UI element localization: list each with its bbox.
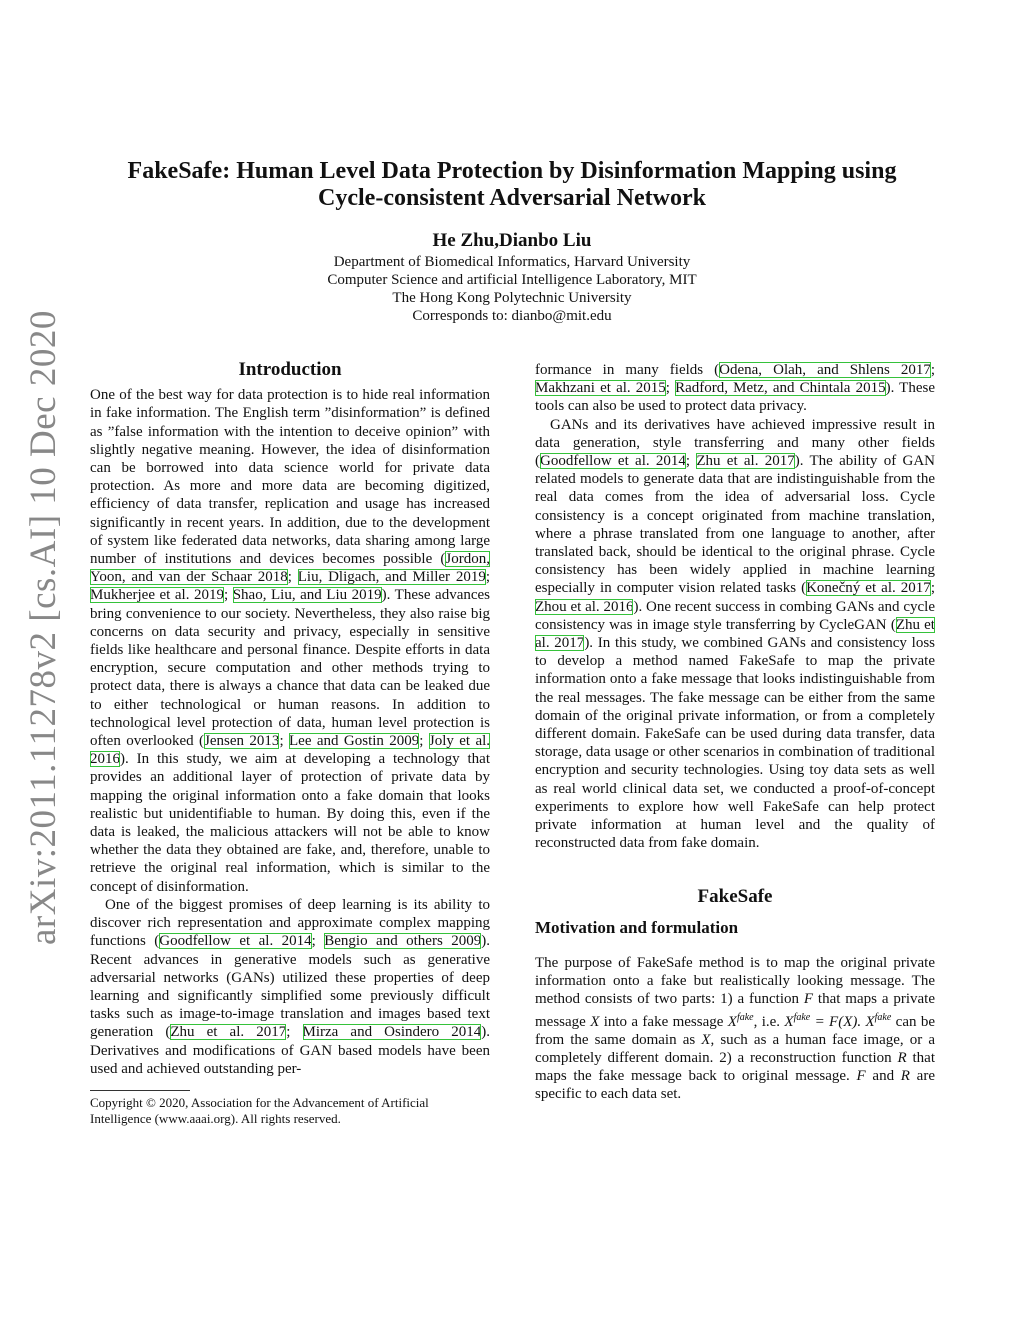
affiliation-line: The Hong Kong Polytechnic University	[392, 290, 632, 306]
section-heading-fakesafe: FakeSafe	[697, 886, 773, 908]
citation-link[interactable]: Bengio and others 2009	[324, 933, 482, 950]
text: GANs and its derivatives have achieved impressive result in data generation, style transferring and many other fields (	[535, 416, 935, 470]
text: are specific to each data set.	[535, 1068, 935, 1103]
text: ). Derivatives and modifications of GAN based models have been used and achieved outstanding per-	[90, 1024, 490, 1077]
citation-link[interactable]: Zhu et al. 2017	[170, 1024, 287, 1041]
text: , i.e.	[753, 1013, 785, 1030]
math-symbol: X	[701, 1031, 711, 1048]
citation-link[interactable]: Liu, Dligach, and Miller 2019	[297, 569, 486, 586]
paragraph: One of the biggest promises of deep learning is its ability to discover rich representation and approximate complex mapping functions (Goodfellow et al. 2014; Bengio and others 2009). Recent advances in generative models such as generative adversarial networks (GANs) utilized these properties of deep learning and significantly simplified some previously difficult tasks such as image-to-image translation and images based text generation (Zhu et al. 2017; Mirza and Osindero 2014). Derivatives and modifications of GAN based models have been used and achieved outstanding per-	[90, 896, 490, 1077]
text: formance in many fields (	[535, 362, 720, 378]
citation-link[interactable]: Zhu et al. 2017	[535, 616, 935, 652]
citation-link[interactable]: Shao, Liu, and Liu 2019	[232, 587, 382, 604]
text: and	[865, 1068, 901, 1085]
left-column	[90, 361, 490, 1127]
math-superscript: fake	[736, 1011, 754, 1023]
math-symbol: X	[865, 1013, 875, 1030]
citation-link[interactable]: Mirza and Osindero 2014	[302, 1024, 482, 1041]
text: ). The ability of GAN related models to generate data that are indistinguishable from the real data comes from the idea of adversarial loss. Cycle consistency is a concept originated from machine translation, where a phrase translated from one language to another, after translated back, should be identical to the original phrase. Cycle consistency has been widely applied in machine learning especially in computer vision related tasks (	[535, 453, 935, 597]
citation-link[interactable]: Makhzani et al. 2015	[535, 380, 666, 397]
math-symbol: R	[900, 1068, 910, 1085]
math-superscript: fake	[793, 1011, 811, 1023]
text: that maps the fake message back to original message.	[535, 1049, 935, 1085]
math-symbol: F	[856, 1068, 866, 1085]
footnote-divider	[90, 1090, 190, 1091]
math-symbol: X	[784, 1013, 794, 1030]
copyright-footnote: Copyright © 2020, Association for the Advancement of Artificial Intelligence (www.aaai.org). All rights reserved.	[90, 1094, 429, 1126]
math-symbol: X	[727, 1013, 737, 1030]
text: ). These advances bring convenience to our society. Nevertheless, they also raise big concerns on data security and privacy, especially in sensitive fields like healthcare and personal finance. Despite efforts in data encryption, secure computation and other methods trying to protect data, there is always a chance that data can be leaked due to either technological or human reasons. In addition to technological level protection of data, human level protection is often overlooked (	[90, 587, 491, 750]
text: ). Recent advances in generative models such as generative adversarial networks (GANs) utilized these properties of deep learning and significantly simplified some previously difficult tasks such as image-to-image translation and images based text generation (	[90, 933, 490, 1041]
math-symbol: F	[803, 991, 814, 1008]
citation-link[interactable]: Lee and Gostin 2009	[289, 733, 420, 750]
math-symbol: X	[590, 1013, 600, 1030]
citation-link[interactable]: Konečný et al. 2017	[806, 580, 931, 597]
citation-link[interactable]: Radford, Metz, and Chintala 2015	[675, 380, 886, 397]
affiliation-line: Department of Biomedical Informatics, Harvard University	[333, 254, 691, 270]
authors: He Zhu,Dianbo Liu	[432, 230, 592, 251]
paper-title	[80, 158, 944, 212]
affiliation-line: Computer Science and artificial Intelligence Laboratory, MIT	[327, 272, 697, 288]
citation-link[interactable]: Jordon, Yoon, and van der Schaar 2018	[90, 551, 490, 586]
citation-link[interactable]: Joly et al. 2016	[90, 733, 491, 768]
text: ). In this study, we aim at developing a technology that provides an additional layer of protection of private data by mapping the original information onto a fake domain that looks realistic but unidentifiable to human. By doing this, even if the data is leaked, the malicious attackers will not be able to know whether the data they obtained are fake, and, therefore, unable to retrieve the original real information, which is similar to the concept of disinformation.	[90, 751, 490, 895]
paragraph: GANs and its derivatives have achieved impressive result in data generation, style transferring and many other fields (Goodfellow et al. 2014; Zhu et al. 2017). The ability of GAN related models to generate data that are indistinguishable from the real data comes from the idea of adversarial loss. Cycle consistency is a concept originated from machine translation, where a phrase translated from one language to another, after translated back, should be identical to the original phrase. Cycle consistency has been widely applied in machine learning especially in computer vision related tasks (Konečný et al. 2017; Zhou et al. 2016). One recent success in combing GANs and cycle consistency was in image style transferring by CycleGAN (Zhu et al. 2017). In this study, we combined GANs and consistency loss to develop a method named FakeSafe to map the private information onto a fake message that looks indistinguishable from the real messages. The fake message can be either from the same domain of the original private information, or from a completely different domain. FakeSafe can be used during data transfer, data storage, data usage or other scenarios in combination of traditional encryption and security technologies. Using toy data sets as well as real world clinical data set, we conducted a proof-of-concept experiments to explore how well FakeSafe can help protect private information at human level and the quality of reconstructed data from fake domain.	[535, 416, 936, 852]
text: can be from the same domain as	[535, 1013, 935, 1048]
citation-link[interactable]: Zhu et al. 2017	[696, 453, 795, 470]
title-line-1: FakeSafe: Human Level Data Protection by Disinformation Mapping using	[127, 158, 897, 184]
text: ). One recent success in combing GANs and cycle consistency was in image style transferring by CycleGAN (	[535, 598, 935, 633]
paragraph: formance in many fields (Odena, Olah, and Shlens 2017; Makhzani et al. 2015; Radford, Metz, and Chintala 2015). These tools can also be used to protect data privacy.	[535, 362, 935, 415]
text: into a fake message	[599, 1013, 728, 1030]
right-column	[535, 361, 935, 1104]
paragraph: One of the best way for data protection is to hide real information in fake information. The English term ”disinformation” is defined as ”false information with the intention to deceive opinion” with slightly negative meaning. However, the idea of disinformation can be borrowed into data science world for private data protection. As more and more data are becoming digitized, efficiency of data transfer, replication and usage has increased significantly in recent years. In addition, due to the development of system like federated data networks, data sharing among large number of institutions and devices becomes possible (Jordon, Yoon, and van der Schaar 2018; Liu, Dligach, and Miller 2019; Mukherjee et al. 2019; Shao, Liu, and Liu 2019). These advances bring convenience to our society. Nevertheless, they also raise big concerns on data security and privacy, especially in sensitive fields like healthcare and personal finance. Despite efforts in data encryption, secure computation and other methods trying to protect data, there is always a chance that data can be leaked due to either technological or human reasons. In addition to technological level protection of data, human level protection is often overlooked (Jensen 2013; Lee and Gostin 2009; Joly et al. 2016). In this study, we aim at developing a technology that provides an additional layer of protection of private data by mapping the original information onto a fake domain that looks realistic but unidentifiable to human. By doing this, even if the data is leaked, the malicious attackers will not be able to know whether the data they obtained are fake, and, therefore, unable to retrieve the original real information, which is similar to the concept of disinformation.	[90, 387, 491, 895]
math-symbol: R	[897, 1049, 907, 1066]
citation-link[interactable]: Mukherjee et al. 2019	[90, 587, 224, 604]
math-superscript: fake	[874, 1011, 892, 1023]
text: ). In this study, we combined GANs and consistency loss to develop a method named FakeSafe to map the private information onto a fake message that looks indistinguishable from the real messages. The fake message can be either from the same domain of the original private information, or from a completely different domain. FakeSafe can be used during data transfer, data storage, data usage or other scenarios in combination of traditional encryption and security technologies. Using toy data sets as well as real world clinical data set, we conducted a proof-of-concept experiments to explore how well FakeSafe can help protect private information at human level and the quality of reconstructed data from fake domain.	[535, 635, 936, 852]
contact-email: Corresponds to: dianbo@mit.edu	[412, 308, 612, 324]
section-heading-introduction: Introduction	[238, 359, 342, 380]
citation-link[interactable]: Goodfellow et al. 2014	[540, 453, 686, 470]
citation-link[interactable]: Goodfellow et al. 2014	[159, 933, 312, 950]
text: that maps a private message	[535, 991, 935, 1030]
citation-link[interactable]: Odena, Olah, and Shlens 2017	[719, 362, 931, 378]
text: One of the biggest promises of deep learning is its ability to discover rich representation and approximate complex mapping functions (	[90, 896, 490, 950]
arxiv-identifier: arXiv:2011.11278v2 [cs.AI] 10 Dec 2020	[23, 310, 64, 945]
paragraph	[535, 954, 935, 1104]
citation-link[interactable]: Jensen 2013	[204, 733, 280, 750]
subsection-heading-motivation: Motivation and formulation	[535, 917, 739, 937]
text: , such as a human face image, or a completely different domain. 2) a reconstruction function	[535, 1031, 936, 1066]
text: ). These tools can also be used to protect data privacy.	[535, 380, 935, 415]
affiliations	[80, 253, 944, 325]
text: One of the best way for data protection is to hide real information in fake information. The English term ”disinformation” is defined as ”false information with the intention to deceive opinion” with slightly negative meaning. However, the idea of disinformation can be borrowed into data science world for private data protection. As more and more data are becoming digitized, efficiency of data transfer, replication and usage has increased significantly in recent years. In addition, due to the development of system like federated data networks, data sharing among large number of institutions and devices becomes possible (	[90, 387, 490, 568]
title-line-2: Cycle-consistent Adversarial Network	[318, 185, 706, 211]
citation-link[interactable]: Zhou et al. 2016	[535, 598, 634, 615]
math-expression: = F(X).	[810, 1013, 866, 1030]
text: The purpose of FakeSafe method is to map the original private information onto a fake but realistically looking message. The method consists of two parts: 1) a function	[535, 954, 935, 1008]
